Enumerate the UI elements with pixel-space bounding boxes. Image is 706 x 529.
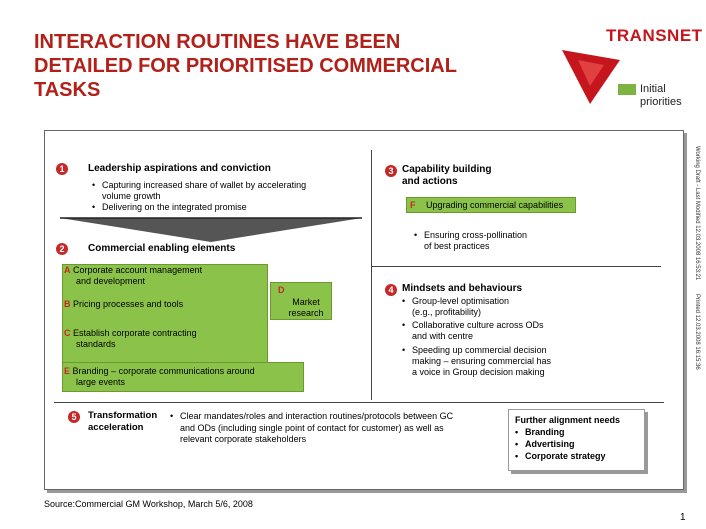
side-text-draft: Working Draft - Last Modified 12.03.2008 16:53:21: [694, 146, 700, 281]
page-number: 1: [680, 512, 686, 523]
section-3-number: 3: [385, 165, 397, 177]
section-4-title: Mindsets and behaviours: [402, 283, 523, 294]
item-d-label: Market research: [288, 297, 324, 318]
alignment-item-2: • Advertising: [515, 438, 638, 450]
section-4-bullet-3: • Speeding up commercial decision: [412, 345, 547, 356]
item-e: [64, 366, 255, 377]
section-4-bullet-2: • Collaborative culture across ODs: [412, 320, 544, 331]
logo-wordmark: TRANSNET: [606, 26, 703, 45]
section-5-text-3: relevant corporate stakeholders: [180, 434, 307, 444]
section-5-text-2: and ODs (including single point of contact for customer) as well as: [180, 423, 444, 433]
section-4-bullet-2-cont: and with centre: [412, 331, 474, 341]
legend-label: Initial priorities: [640, 83, 682, 108]
section-1-bullet-1: • Capturing increased share of wallet by accelerating: [102, 180, 306, 191]
item-b-label: Pricing processes and tools: [73, 299, 184, 309]
item-e-label: Branding – corporate communications around: [72, 366, 255, 376]
section-3-bullet-cont: of best practices: [424, 241, 490, 251]
section-2-title: Commercial enabling elements: [88, 243, 236, 254]
section-1-title: Leadership aspirations and conviction: [88, 163, 271, 174]
title-line-1: INTERACTION ROUTINES HAVE BEEN: [34, 31, 401, 53]
side-text-printed: Printed 12.03.2008 16:15:36: [694, 294, 700, 370]
title-line-3: TASKS: [34, 79, 101, 101]
section-5-title: Transformation acceleration: [88, 410, 158, 433]
down-arrow-icon: [56, 214, 366, 244]
section-1-bullet-1-cont: volume growth: [102, 191, 161, 201]
item-d-letter: D: [278, 285, 285, 295]
section-4-number: 4: [385, 284, 397, 296]
section-2-number: 2: [56, 243, 68, 255]
section-1-number: 1: [56, 163, 68, 175]
item-a-label: Corporate account management: [73, 265, 203, 275]
alignment-item-3: • Corporate strategy: [515, 450, 638, 462]
alignment-title: Further alignment needs: [515, 415, 621, 425]
item-a: [64, 265, 202, 276]
item-e-label-cont: large events: [76, 377, 126, 387]
item-c: [64, 328, 197, 339]
item-b-letter: B: [64, 299, 71, 309]
legend-swatch: [618, 84, 636, 95]
item-c-label: Establish corporate contracting: [73, 328, 197, 338]
item-a-letter: A: [64, 265, 71, 275]
item-f-label: Upgrading commercial capabilities: [426, 200, 564, 210]
item-f-letter: F: [410, 200, 416, 210]
alignment-needs-box: [508, 409, 645, 471]
section-5-divider: [54, 402, 664, 403]
section-5-number: 5: [68, 411, 80, 423]
item-e-letter: E: [64, 366, 71, 376]
item-c-label-cont: standards: [76, 339, 116, 349]
page-title: [34, 30, 504, 102]
section-3-title: Capability building and actions: [402, 164, 492, 187]
section-1-bullet-2: • Delivering on the integrated promise: [102, 202, 247, 213]
section-5-text-1: • Clear mandates/roles and interaction routines/protocols between GC: [180, 411, 453, 422]
alignment-item-1: • Branding: [515, 426, 638, 438]
item-a-label-cont: and development: [76, 276, 146, 286]
section-4-bullet-1-cont: (e.g., profitability): [412, 307, 482, 317]
section-4-bullet-3-cont2: a voice in Group decision making: [412, 367, 545, 377]
capability-upgrade-box: [406, 197, 576, 213]
item-b: [64, 299, 183, 310]
logo-swoosh-icon: [560, 46, 622, 106]
section-4-bullet-1: • Group-level optimisation: [412, 296, 509, 307]
vertical-divider: [371, 150, 372, 400]
section-4-divider: [371, 266, 661, 267]
section-3-bullet: • Ensuring cross-pollination: [424, 230, 527, 241]
item-c-letter: C: [64, 328, 71, 338]
source-note: Source:Commercial GM Workshop, March 5/6, 2008: [44, 499, 253, 509]
section-4-bullet-3-cont1: making – ensuring commercial has: [412, 356, 552, 366]
title-line-2: DETAILED FOR PRIORITISED COMMERCIAL: [34, 55, 457, 77]
